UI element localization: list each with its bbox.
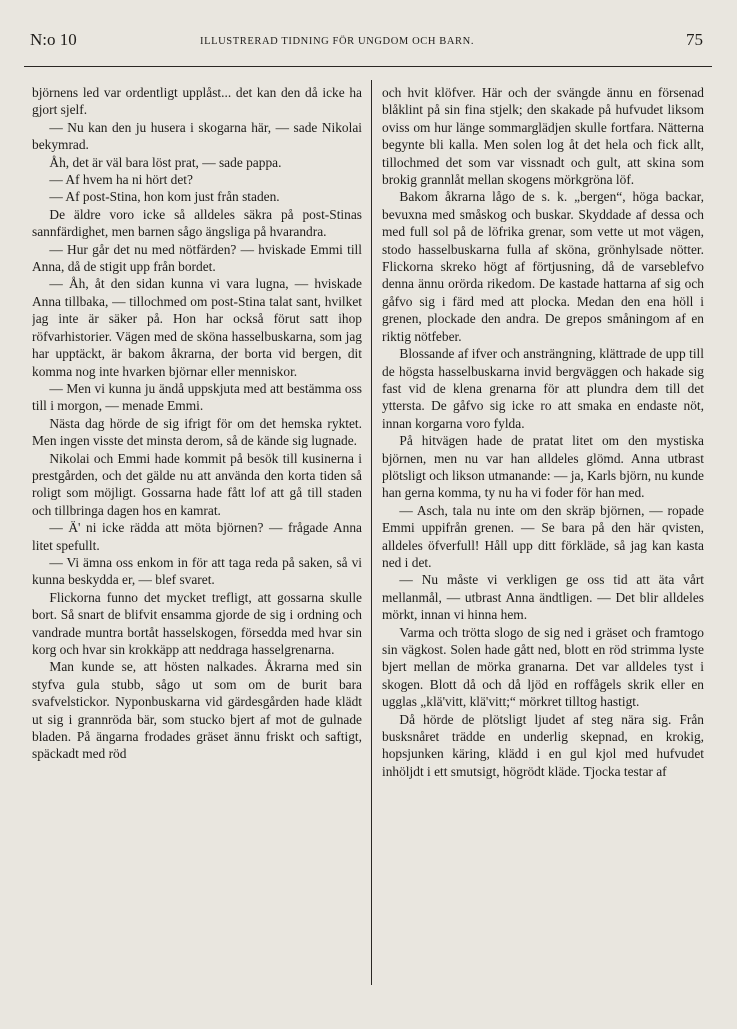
paragraph: — Vi ämna oss enkom in för att taga reda på saken, så vi kunna beskydda er, — blef svaret. [32, 554, 362, 588]
paragraph: Man kunde se, att hösten nalkades. Åkrarna med sin styfva gula stubb, sågo ut som om de burit bara svafvelstickor. Nyponbuskarna vid gärdesgården hade klädt ut sig i grannröda bär, som stucko bjert af mot de gulnade bladen. På ängarna frodades gräset ännu friskt och saftigt, späckadt med röd [32, 659, 362, 762]
paragraph: Nikolai och Emmi hade kommit på besök till kusinerna i prestgården, och det gälde nu att använda den korta tiden så roligt som möjligt. Gossarna hade fått lof att gå till staden och tillbringa dagen hos en kamrat. [32, 450, 362, 518]
paragraph: Åh, det är väl bara löst prat, — sade pappa. [49, 154, 282, 170]
paragraph: — Af hvem ha ni hört det? [49, 172, 193, 188]
paragraph: — Åh, åt den sidan kunna vi vara lugna, — hviskade Anna tillbaka, — tillochmed om post-Stina talat sant, hvilket jag inte är säker på. Hon har också förut satt ihop röfvarhistorier. Vägen med de sköna hasselbuskarna, som jag har upptäckt, är bakom åkrarna, der borta vid bergen, dit komma nog inte hvarken björnar eller menniskor. [32, 276, 362, 379]
paragraph: — Ä' ni icke rädda att möta björnen? — frågade Anna litet spefullt. [32, 520, 362, 553]
page-header [0, 0, 737, 70]
left-column [32, 84, 362, 994]
paragraph: — Af post-Stina, hon kom just från staden. [49, 189, 280, 205]
paragraph: Då hörde de plötsligt ljudet af steg nära sig. Från busksnåret trädde en underlig skepnad, en krokig, hopsjunken käring, klädd i en gul kjol med hufvudet inhöljdt i ett smutsigt, högrödt kläde. Tjocka testar af [382, 711, 704, 779]
header-rule [24, 66, 712, 67]
paragraph: De äldre voro icke så alldeles säkra på post-Stinas sannfärdighet, men barnen sågo ängsliga på hvarandra. [32, 206, 362, 240]
paragraph: — Men vi kunna ju ändå uppskjuta med att bestämma oss till i morgon, — menade Emmi. [32, 380, 362, 414]
paragraph: och hvit klöfver. Här och der svängde ännu en försenad blåklint på sin fina stjelk; den skakade på hufvudet liksom oviss om hur länge sommarglädjen skulle fortfara. Nätterna begynte bli kalla. Men solen log åt det hela och fick allt, tillochmed det som var vissnadt och gult, att skina som brokig grannlåt mellan skogens mörkgröna löf. [382, 85, 704, 188]
paragraph: Blossande af ifver och ansträngning, klättrade de upp till de högsta hasselbuskarna invid bergväggen och hakade sig fast vid de klena grenarna för att plundra dem till det yttersta. De gåfvo sig icke ro att smaka en endaste nöt, innan korgarna voro fylda. [382, 346, 704, 431]
paragraph: Nästa dag hörde de sig ifrigt för om det hemska ryktet. Men ingen visste det minsta derom, så de kände sig lugnade. [32, 415, 362, 449]
paragraph: På hitvägen hade de pratat litet om den mystiska björnen, men nu var han alldeles glömd. Anna utbrast plötsligt och likson utmanande: — ja, Karls björn, nu kunde han gerna komma, ty nu ha vi foder för han med. [382, 433, 704, 501]
paragraph: — Hur går det nu med nötfärden? — hviskade Emmi till Anna, då de stigit upp från bordet. [32, 241, 362, 275]
publication-title: ILLUSTRERAD TIDNING FÖR UNGDOM OCH BARN. [200, 36, 475, 47]
issue-number: N:o 10 [30, 30, 77, 49]
paragraph: björnens led var ordentligt upplåst... det kan den då icke ha gjort sjelf. [32, 85, 362, 118]
paragraph: — Nu måste vi verkligen ge oss tid att äta vårt mellanmål, — utbrast Anna ändtligen. — Det blir alldeles mörkt, innan vi hinna hem. [382, 572, 704, 623]
right-column [382, 84, 704, 994]
page-number: 75 [686, 30, 703, 49]
paragraph: Varma och trötta slogo de sig ned i gräset och framtogo sin vägkost. Solen hade gått ned, blott en röd strimma lyste bjert mellan de mörka granarna. Det var alldeles tyst i skogen. Blott då och då ljöd en roffågels skrik eller en ugglas „klä'vitt, klä'vitt;“ mörkret tilltog hastigt. [382, 624, 704, 710]
paragraph: — Nu kan den ju husera i skogarna här, — sade Nikolai bekymrad. [32, 119, 362, 153]
paragraph: — Asch, tala nu inte om den skräp björnen, — ropade Emmi uppifrån grenen. — Se bara på den här qvisten, alldeles öfverfull! Håll upp ditt förkläde, så jag kan kasta ned i det. [382, 502, 704, 570]
paragraph: Flickorna funno det mycket trefligt, att gossarna skulle bort. Så snart de blifvit ensamma gjorde de sig i ordning och vandrade muntra bortåt hasselskogen, försedda med hvar sin korg och hvar sin krokkäpp att neddraga hasselgrenarna. [32, 589, 362, 657]
paragraph: Bakom åkrarna lågo de s. k. „bergen“, höga backar, bevuxna med småskog och buskar. Skyddade af dessa och med full sol på de löfrika grenar, som vette ut mot vägen, stodo hasselbuskarna fulla af sköna, grönhylsade nötter. Flickorna skreko högt af förtjusning, då de varseblefvo denna ännu orörda rikedom. De kastade hattarna af sig och gåfvo sig i färd med att plocka. Medan den ena höll i grenen, plockade den andra. De grepos småningom af en riktig nötfeber. [382, 189, 704, 344]
column-divider [371, 80, 372, 985]
